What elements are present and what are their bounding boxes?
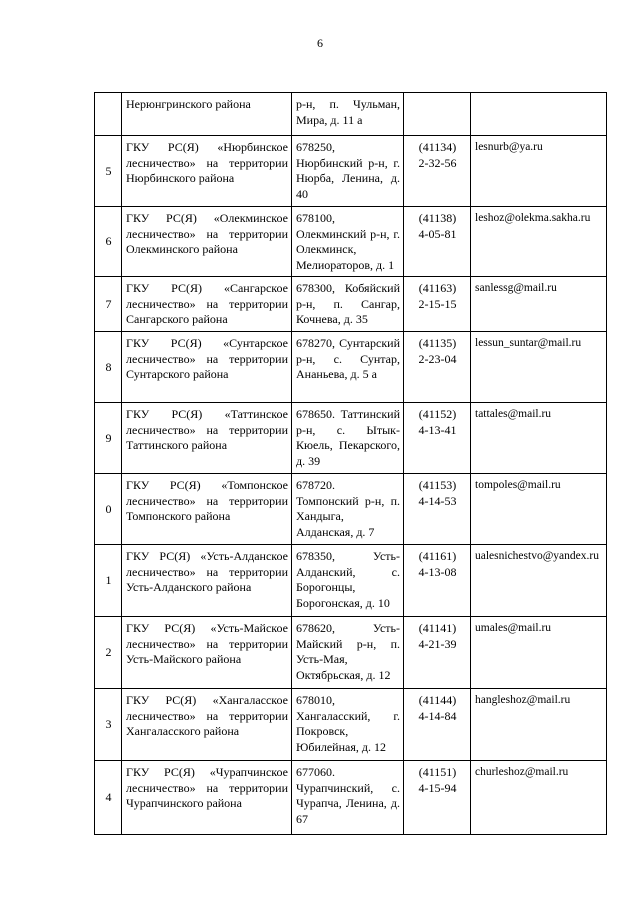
table-row (95, 545, 607, 617)
phone-code: (41153) (418, 478, 457, 492)
email-address: leshoz@olekma.sakha.ru (471, 207, 607, 277)
postal-address: 677060. Чурапчинский, с. Чурапча, Ленина, д. 67 (292, 761, 404, 835)
postal-address: 678620, Усть-Майский р-н, п. Усть-Мая, Октябрьская, д. 12 (292, 617, 404, 689)
phone-number: 4-14-84 (418, 708, 457, 723)
phone-cell (404, 136, 471, 207)
postal-address: 678100, Олекминский р-н, г. Олекминск, Мелиораторов, д. 1 (292, 207, 404, 277)
organization-name: ГКУ РС(Я) «Олекминское лесничество» на территории Олекминского района (122, 207, 292, 277)
phone-number: 2-15-15 (418, 296, 457, 311)
table-row (95, 136, 607, 207)
row-number: 0 (95, 474, 122, 545)
organization-name: ГКУ РС(Я) «Нюрбинское лесничество» на территории Нюрбинского района (122, 136, 292, 207)
row-number: 6 (95, 207, 122, 277)
phone-cell (404, 617, 471, 689)
postal-address: 678300, Кобяйский р-н, п. Сангар, Кочнева, д. 35 (292, 277, 404, 332)
page-number: 6 (317, 36, 323, 50)
phone-code: (41152) (418, 407, 457, 421)
postal-address: р-н, п. Чульман, Мира, д. 11 а (292, 93, 404, 136)
organization-name: ГКУ РС(Я) «Томпонское лесничество» на территории Томпонского района (122, 474, 292, 545)
phone-cell (404, 474, 471, 545)
forestry-contacts-table (94, 92, 607, 835)
postal-address: 678010, Хангаласский, г. Покровск, Юбилейная, д. 12 (292, 689, 404, 761)
phone-code: (41134) (418, 140, 457, 154)
phone-number: 4-14-53 (418, 493, 457, 508)
phone-cell (404, 93, 471, 136)
email-address: lesnurb@ya.ru (471, 136, 607, 207)
phone-number: 4-05-81 (418, 226, 457, 241)
table-row (95, 207, 607, 277)
phone-cell (404, 761, 471, 835)
phone-number: 4-21-39 (418, 636, 457, 651)
phone-cell (404, 545, 471, 617)
row-number: 9 (95, 403, 122, 474)
phone-code: (41144) (418, 693, 457, 707)
phone-code: (41163) (418, 281, 457, 295)
row-number (95, 93, 122, 136)
phone-code: (41161) (418, 549, 457, 563)
organization-name: ГКУ РС(Я) «Таттинское лесничество» на территории Таттинского района (122, 403, 292, 474)
phone-code: (41151) (418, 765, 457, 779)
phone-number: 2-32-56 (418, 155, 457, 170)
row-number: 4 (95, 761, 122, 835)
email-address: churleshoz@mail.ru (471, 761, 607, 835)
postal-address: 678650. Таттинский р-н, с. Ытык-Кюель, Пекарского, д. 39 (292, 403, 404, 474)
phone-cell (404, 689, 471, 761)
table-row (95, 277, 607, 332)
phone-number: 4-15-94 (418, 780, 457, 795)
email-address: lessun_suntar@mail.ru (471, 332, 607, 403)
organization-name: Нерюнгринского района (122, 93, 292, 136)
row-number: 2 (95, 617, 122, 689)
organization-name: ГКУ РС(Я) «Чурапчинское лесничество» на территории Чурапчинского района (122, 761, 292, 835)
phone-code: (41141) (418, 621, 457, 635)
phone-number: 2-23-04 (418, 351, 457, 366)
phone-code: (41135) (418, 336, 457, 350)
postal-address: 678250, Нюрбинский р-н, г. Нюрба, Ленина, д. 40 (292, 136, 404, 207)
phone-number: 4-13-08 (418, 564, 457, 579)
postal-address: 678270, Сунтарский р-н, с. Сунтар, Ананьева, д. 5 а (292, 332, 404, 403)
row-number: 1 (95, 545, 122, 617)
email-address: ualesnichestvo@yandex.ru (471, 545, 607, 617)
postal-address: 678350, Усть-Алданский, с. Борогонцы, Борогонская, д. 10 (292, 545, 404, 617)
table-row (95, 761, 607, 835)
email-address: hangleshoz@mail.ru (471, 689, 607, 761)
row-number: 7 (95, 277, 122, 332)
phone-cell (404, 277, 471, 332)
organization-name: ГКУ РС(Я) «Сангарское лесничество» на территории Сангарского района (122, 277, 292, 332)
phone-number: 4-13-41 (418, 422, 457, 437)
email-address (471, 93, 607, 136)
organization-name: ГКУ РС(Я) «Сунтарское лесничество» на территории Сунтарского района (122, 332, 292, 403)
table-row (95, 689, 607, 761)
row-number: 3 (95, 689, 122, 761)
row-number: 5 (95, 136, 122, 207)
email-address: tompoles@mail.ru (471, 474, 607, 545)
table-row (95, 474, 607, 545)
table-row (95, 403, 607, 474)
organization-name: ГКУ РС(Я) «Усть-Майское лесничество» на территории Усть-Майского района (122, 617, 292, 689)
phone-code: (41138) (418, 211, 457, 225)
postal-address: 678720. Томпонский р-н, п. Хандыга, Алданская, д. 7 (292, 474, 404, 545)
row-number: 8 (95, 332, 122, 403)
phone-cell (404, 332, 471, 403)
table-row (95, 93, 607, 136)
table-row (95, 617, 607, 689)
organization-name: ГКУ РС(Я) «Хангаласское лесничество» на территории Хангаласского района (122, 689, 292, 761)
email-address: umales@mail.ru (471, 617, 607, 689)
phone-cell (404, 207, 471, 277)
phone-cell (404, 403, 471, 474)
table-row (95, 332, 607, 403)
email-address: sanlessg@mail.ru (471, 277, 607, 332)
organization-name: ГКУ РС(Я) «Усть-Алданское лесничество» на территории Усть-Алданского района (122, 545, 292, 617)
email-address: tattales@mail.ru (471, 403, 607, 474)
